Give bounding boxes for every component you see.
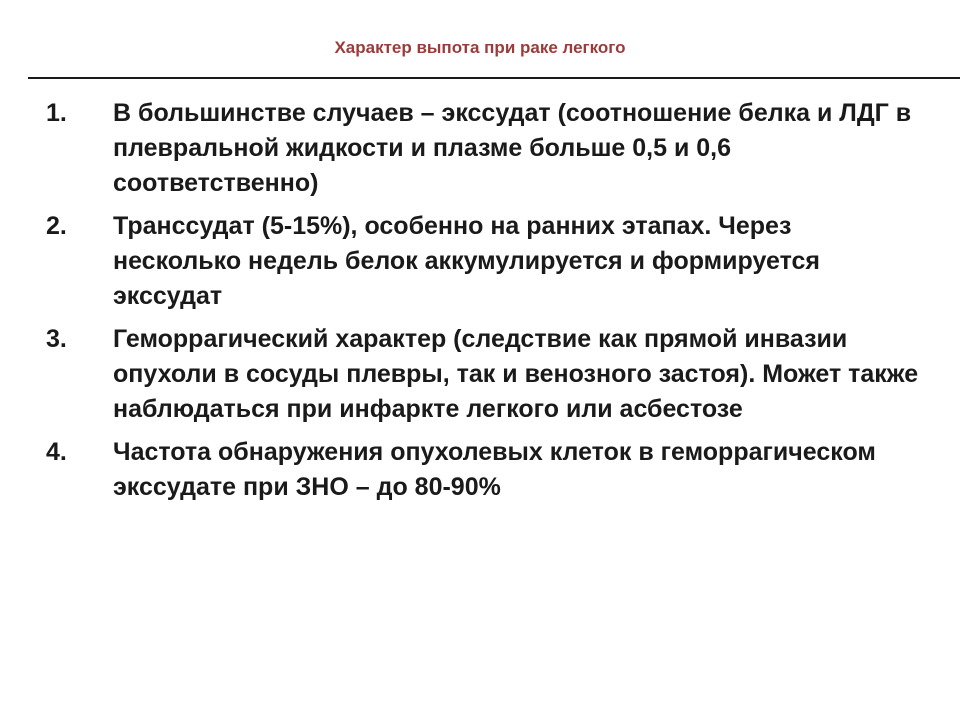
list-item-4: [0, 435, 960, 505]
slide-title: Характер выпота при раке легкого: [334, 38, 626, 57]
list-item-number: 3.: [46, 325, 67, 353]
list-item-number: 4.: [46, 438, 67, 466]
list-item-number: 1.: [46, 99, 67, 127]
list-item-text: В большинстве случаев – экссудат (соотношение белка и ЛДГ в плевральной жидкости и плазме больше 0,5 и 0,6 соответственно): [113, 99, 912, 197]
list-item-number: 2.: [46, 212, 67, 240]
list-item-text: Транссудат (5-15%), особенно на ранних этапах. Через несколько недель белок аккумулируется и формируется экссудат: [113, 212, 821, 310]
title-divider: [28, 77, 960, 79]
list-item-2: [0, 209, 960, 314]
list-item-1: [0, 96, 960, 201]
list-item-text: Частота обнаружения опухолевых клеток в геморрагическом экссудате при ЗНО – до 80-90%: [113, 438, 876, 501]
list-item-text: Геморрагический характер (следствие как прямой инвазии опухоли в сосуды плевры, так и венозного застоя). Может также наблюдаться при инфаркте легкого или асбестозе: [113, 325, 919, 423]
list-item-3: [0, 322, 960, 427]
numbered-list: [0, 96, 960, 513]
